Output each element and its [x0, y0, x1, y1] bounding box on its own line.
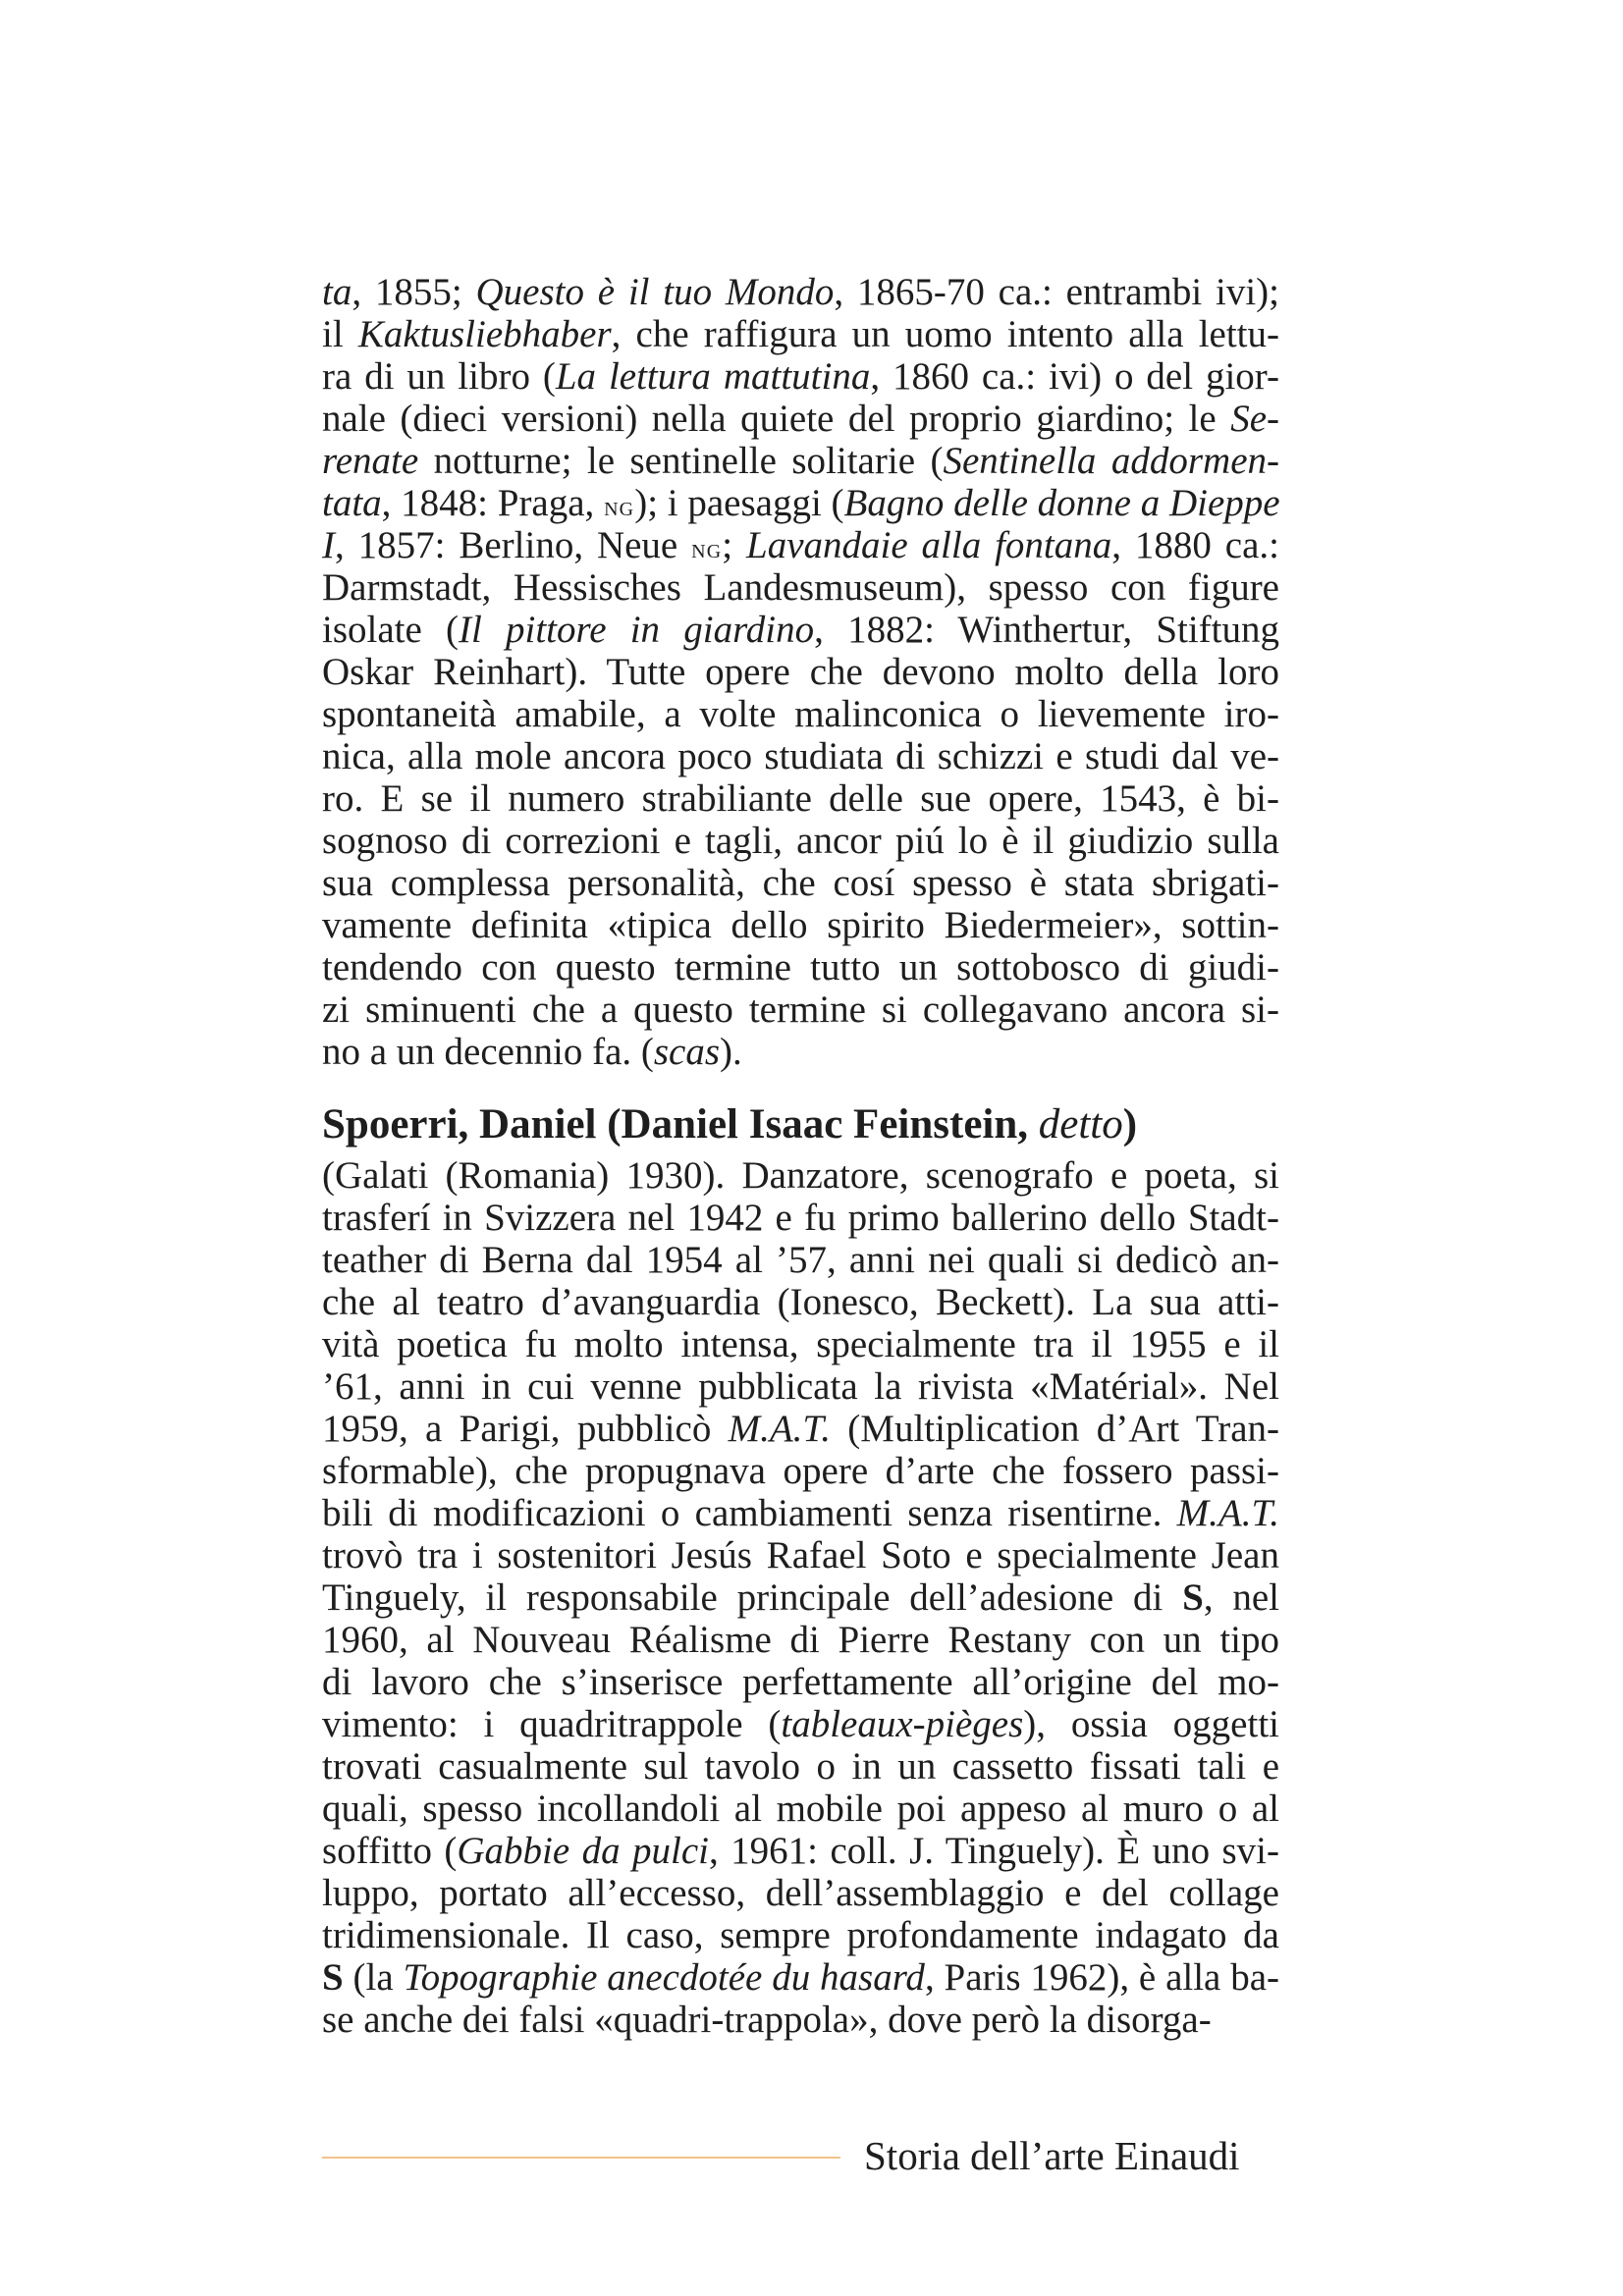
text-segment: (Galati (Romania) 1930). Danzatore, scenografo e poeta, si — [322, 1154, 1279, 1197]
text-line — [322, 271, 1279, 313]
text-line — [322, 482, 1279, 524]
text-line — [322, 1450, 1279, 1492]
text-column — [322, 271, 1279, 2041]
text-line — [322, 524, 1279, 566]
text-segment: (Multiplication d’Art Tran- — [830, 1408, 1280, 1450]
entry-heading — [322, 1099, 1279, 1150]
text-segment: S — [322, 1956, 344, 1999]
text-segment: , 1857: Berlino, Neue — [335, 524, 692, 566]
text-line — [322, 1408, 1279, 1450]
text-segment: ra di un libro ( — [322, 355, 556, 398]
text-segment: no a un decennio fa. ( — [322, 1031, 654, 1073]
text-segment: ), ossia oggetti — [1023, 1703, 1280, 1745]
text-line — [322, 820, 1279, 862]
text-segment: M.A.T. — [728, 1408, 831, 1450]
text-segment: sformable), che propugnava opere d’arte che fossero passi- — [322, 1450, 1279, 1492]
text-segment: Topographie anecdotée du hasard — [403, 1956, 925, 1999]
entry-body — [322, 1154, 1279, 2041]
text-segment: tendendo con questo termine tutto un sottobosco di giudi- — [322, 946, 1279, 988]
text-line — [322, 946, 1279, 988]
text-segment: isolate ( — [322, 609, 459, 651]
text-segment: Se- — [1230, 398, 1279, 440]
footer-title: Storia dell’arte Einaudi — [864, 2133, 1240, 2178]
text-line — [322, 1619, 1279, 1661]
text-segment: , 1961: coll. J. Tinguely). È uno svi- — [709, 1830, 1279, 1872]
text-segment: , nel — [1203, 1576, 1279, 1619]
text-segment: bili di modificazioni o cambiamenti senza risentirne. — [322, 1492, 1177, 1534]
text-segment: vità poetica fu molto intensa, specialmente tra il 1955 e il — [322, 1323, 1279, 1365]
text-segment: ). — [720, 1031, 742, 1073]
text-line — [322, 1323, 1279, 1365]
text-segment: spontaneità amabile, a volte malinconica o lievemente iro- — [322, 693, 1279, 735]
text-segment: nica, alla mole ancora poco studiata di schizzi e studi dal ve- — [322, 735, 1279, 777]
text-segment: sua complessa personalità, che cosí spesso è stata sbrigati- — [322, 862, 1279, 904]
text-segment: ) — [1122, 1101, 1138, 1148]
text-line — [322, 440, 1279, 482]
text-segment: soffitto ( — [322, 1830, 458, 1872]
text-segment: Tinguely, il responsabile principale dell’adesione di — [322, 1576, 1183, 1619]
text-segment: Gabbie da pulci — [457, 1830, 710, 1872]
text-segment: La lettura mattutina — [555, 355, 871, 398]
text-segment: , 1855; — [352, 271, 476, 313]
text-segment: trovò tra i sostenitori Jesús Rafael Soto e specialmente Jean — [322, 1534, 1279, 1576]
text-segment: detto — [1038, 1101, 1123, 1148]
text-segment: S — [1182, 1576, 1204, 1619]
text-segment: Sentinella addormen- — [943, 440, 1280, 482]
text-line — [322, 1872, 1279, 1914]
text-segment: , 1848: Praga, — [381, 482, 605, 524]
text-segment: zi sminuenti che a questo termine si collegavano ancora si- — [322, 988, 1279, 1031]
text-line — [322, 398, 1279, 440]
footer-rule — [322, 2157, 840, 2159]
text-segment: il — [322, 313, 358, 355]
text-segment: 1959, a Parigi, pubblicò — [322, 1408, 729, 1450]
text-segment: I — [322, 524, 335, 566]
text-line — [322, 988, 1279, 1031]
text-segment: trasferí in Svizzera nel 1942 e fu primo ballerino dello Stadt- — [322, 1197, 1279, 1239]
text-line — [322, 693, 1279, 735]
text-segment: sognoso di correzioni e tagli, ancor piú lo è il giudizio sulla — [322, 820, 1279, 862]
text-segment: M.A.T. — [1176, 1492, 1279, 1534]
text-segment: Darmstadt, Hessisches Landesmuseum), spesso con figure — [322, 566, 1279, 609]
text-line — [322, 1661, 1279, 1703]
text-line — [322, 1788, 1279, 1830]
text-line — [322, 1914, 1279, 1956]
text-segment: nale (dieci versioni) nella quiete del proprio giardino; le — [322, 398, 1231, 440]
text-segment: ng — [604, 492, 635, 522]
previous-entry-continuation — [322, 271, 1279, 1073]
text-segment: tableaux-pièges — [781, 1703, 1024, 1745]
text-segment: 1960, al Nouveau Réalisme di Pierre Restany con un tipo — [322, 1619, 1279, 1661]
text-segment: tata — [322, 482, 382, 524]
text-segment: che al teatro d’avanguardia (Ionesco, Beckett). La sua atti- — [322, 1281, 1279, 1323]
text-segment: ng — [691, 534, 723, 564]
text-segment: renate — [322, 440, 419, 482]
text-segment: scas — [653, 1031, 721, 1073]
text-line — [322, 1576, 1279, 1619]
text-segment: ); i paesaggi ( — [634, 482, 844, 524]
text-segment: quali, spesso incollandoli al mobile poi appeso al muro o al — [322, 1788, 1279, 1830]
text-line — [322, 1031, 1279, 1073]
text-line — [322, 1239, 1279, 1281]
text-segment: teather di Berna dal 1954 al ’57, anni nei quali si dedicò an- — [322, 1239, 1279, 1281]
text-line — [322, 1365, 1279, 1408]
text-segment: Kaktusliebhaber — [357, 313, 612, 355]
text-segment: , 1860 ca.: ivi) o del gior- — [870, 355, 1279, 398]
text-segment: Lavandaie alla fontana — [746, 524, 1112, 566]
text-segment: , 1882: Winthertur, Stiftung — [814, 609, 1280, 651]
text-line — [322, 566, 1279, 609]
text-segment: Questo è il tuo Mondo — [475, 271, 835, 313]
text-segment: notturne; le sentinelle solitarie ( — [418, 440, 944, 482]
text-segment: , 1880 ca.: — [1111, 524, 1279, 566]
text-segment: ; — [722, 524, 746, 566]
text-segment: vamente definita «tipica dello spirito Biedermeier», sottin- — [322, 904, 1279, 946]
text-segment: ro. E se il numero strabiliante delle sue opere, 1543, è bi- — [322, 777, 1279, 820]
text-segment: di lavoro che s’inserisce perfettamente all’origine del mo- — [322, 1661, 1279, 1703]
text-segment: Il pittore in giardino — [458, 609, 815, 651]
text-line — [322, 609, 1279, 651]
text-segment: , 1865-70 ca.: entrambi ivi); — [834, 271, 1279, 313]
text-line — [322, 355, 1279, 398]
text-line — [322, 1534, 1279, 1576]
text-segment: tridimensionale. Il caso, sempre profondamente indagato da — [322, 1914, 1279, 1956]
text-line — [322, 904, 1279, 946]
text-segment: ta — [322, 271, 352, 313]
text-segment: Bagno delle donne a Dieppe — [843, 482, 1280, 524]
text-segment: ’61, anni in cui venne pubblicata la rivista «Matérial». Nel — [322, 1365, 1279, 1408]
text-segment: , che raffigura un uomo intento alla lettu- — [611, 313, 1279, 355]
text-line — [322, 1956, 1279, 1999]
text-segment: Oskar Reinhart). Tutte opere che devono molto della loro — [322, 651, 1279, 693]
text-segment: , Paris 1962), è alla ba- — [924, 1956, 1279, 1999]
text-line — [322, 1703, 1279, 1745]
text-segment: se anche dei falsi «quadri-trappola», dove però la disorga- — [322, 1999, 1212, 2041]
text-segment: (la — [343, 1956, 404, 1999]
text-line — [322, 1281, 1279, 1323]
text-line — [322, 1492, 1279, 1534]
text-line — [322, 1999, 1279, 2041]
text-segment: luppo, portato all’eccesso, dell’assemblaggio e del collage — [322, 1872, 1279, 1914]
text-line — [322, 1154, 1279, 1197]
text-segment: trovati casualmente sul tavolo o in un cassetto fissati tali e — [322, 1745, 1279, 1788]
text-line — [322, 313, 1279, 355]
text-segment: Spoerri, Daniel (Daniel Isaac Feinstein, — [322, 1101, 1039, 1148]
text-line — [322, 735, 1279, 777]
text-line — [322, 651, 1279, 693]
text-line — [322, 1197, 1279, 1239]
text-line — [322, 1830, 1279, 1872]
text-line — [322, 777, 1279, 820]
text-line — [322, 1745, 1279, 1788]
text-line — [322, 862, 1279, 904]
text-segment: vimento: i quadritrappole ( — [322, 1703, 782, 1745]
